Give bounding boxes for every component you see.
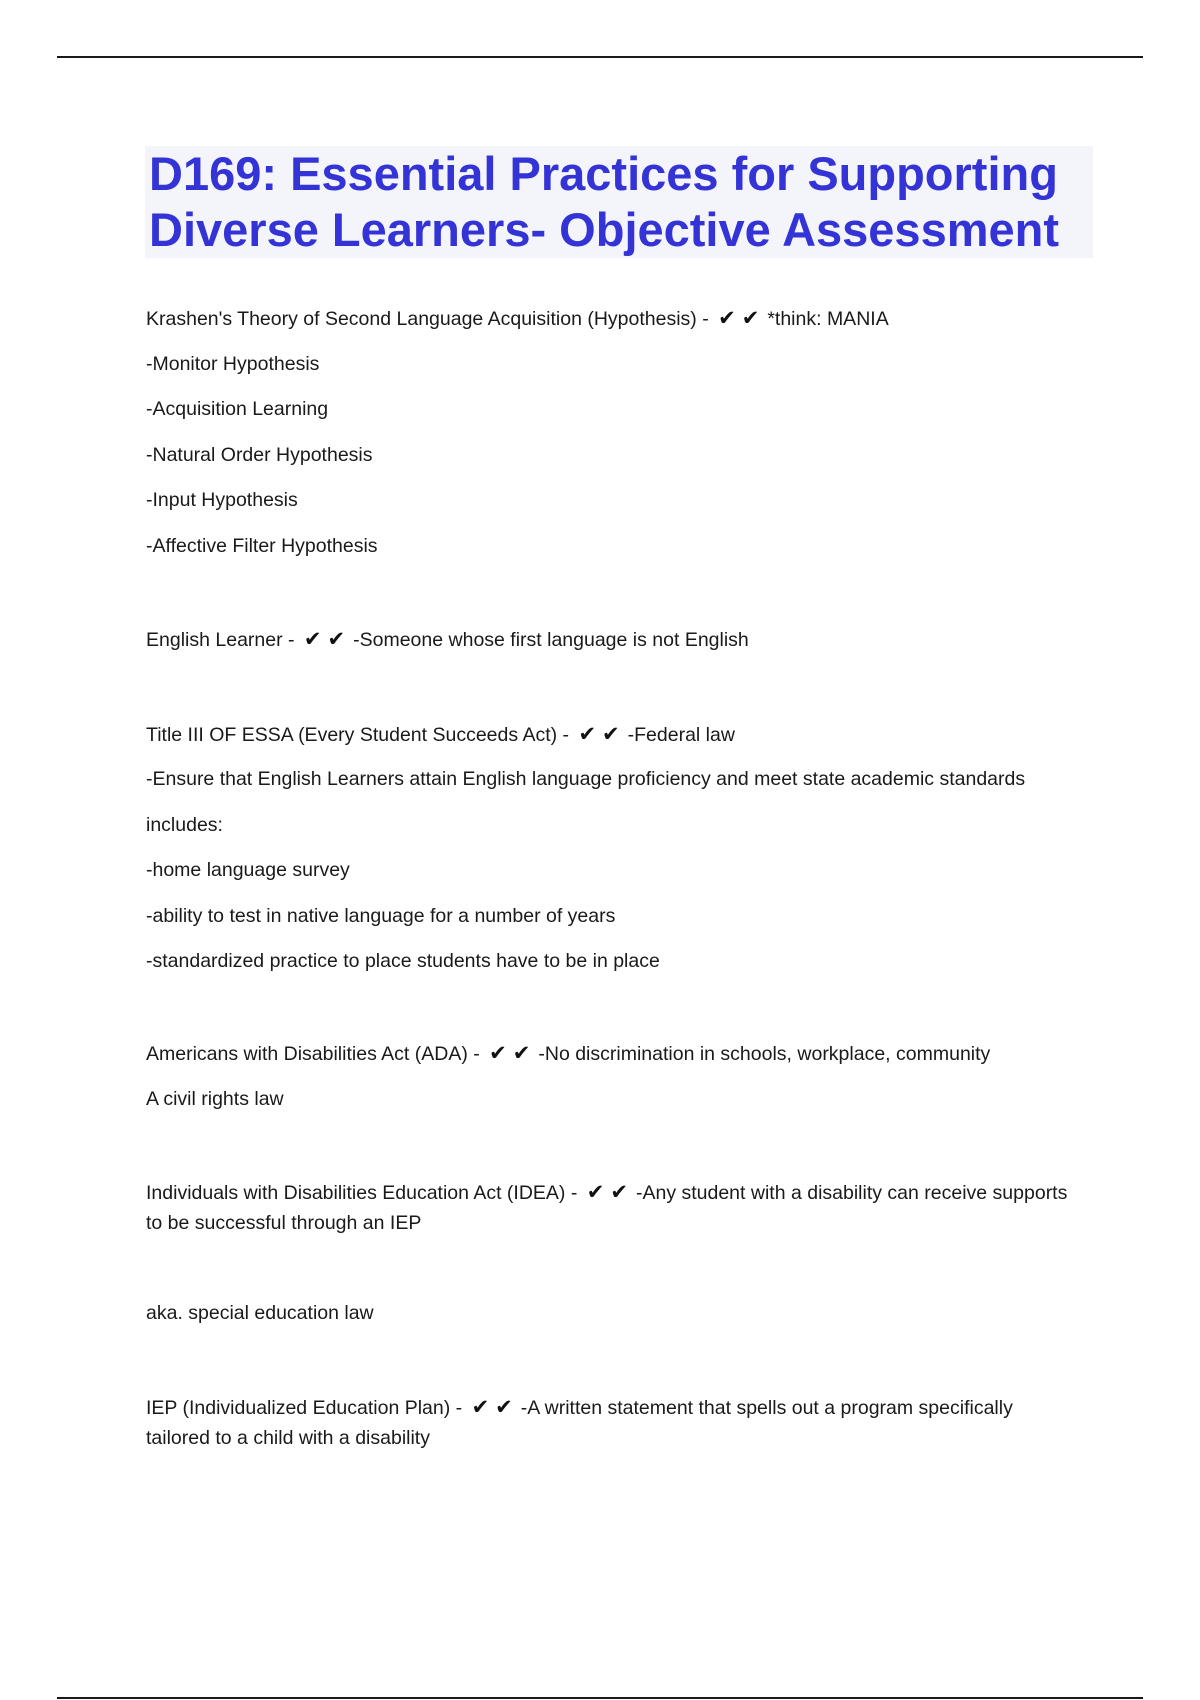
entry-term: Americans with Disabilities Act (ADA) - <box>146 1043 480 1065</box>
entry-term: English Learner - <box>146 629 295 651</box>
list-item: -Input Hypothesis <box>146 489 298 511</box>
entry-idea <box>146 1177 1076 1238</box>
list-item: A civil rights law <box>146 1088 284 1110</box>
list-item: -ability to test in native language for a number of years <box>146 905 616 927</box>
double-check-icon: ✔✔ <box>718 306 766 330</box>
entry-term: Title III OF ESSA (Every Student Succeeds Act) - <box>146 724 570 746</box>
double-check-icon: ✔✔ <box>578 722 626 746</box>
entry-definition: -No discrimination in schools, workplace, community <box>538 1043 991 1065</box>
entry-term: IEP (Individualized Education Plan) - <box>146 1397 463 1419</box>
entry-definition: -Any student with a disability can receive supports to be successful through an IEP <box>146 1182 1068 1234</box>
document-title: D169: Essential Practices for Supporting Diverse Learners- Objective Assessment <box>149 147 1060 256</box>
entry-term: Individuals with Disabilities Education Act (IDEA) - <box>146 1182 578 1204</box>
entry-iep <box>146 1392 1076 1453</box>
list-item: -standardized practice to place students have to be in place <box>146 950 660 972</box>
list-item: -home language survey <box>146 859 350 881</box>
double-check-icon: ✔✔ <box>489 1041 537 1065</box>
list-item: -Ensure that English Learners attain English language proficiency and meet state academic standards <box>146 768 1026 790</box>
list-item: -Acquisition Learning <box>146 398 329 420</box>
entry-note: aka. special education law <box>146 1302 374 1324</box>
list-item: -Natural Order Hypothesis <box>146 444 373 466</box>
entry-term: Krashen's Theory of Second Language Acquisition (Hypothesis) - <box>146 308 709 330</box>
double-check-icon: ✔✔ <box>586 1180 634 1204</box>
double-check-icon: ✔✔ <box>303 627 352 651</box>
footer-rule <box>57 1697 1143 1699</box>
entry-ada <box>146 1041 990 1066</box>
entry-title-iii <box>146 722 735 747</box>
entry-krashen <box>146 306 889 331</box>
list-item: -Monitor Hypothesis <box>146 353 320 375</box>
entry-definition: -Federal law <box>627 724 735 746</box>
header-rule <box>57 56 1143 58</box>
title-highlight <box>145 146 1093 258</box>
entry-definition: *think: MANIA <box>767 308 889 330</box>
list-item: -Affective Filter Hypothesis <box>146 535 378 557</box>
double-check-icon: ✔✔ <box>471 1395 519 1419</box>
list-item: includes: <box>146 814 223 836</box>
entry-definition: -Someone whose first language is not English <box>353 629 749 651</box>
entry-definition: -A written statement that spells out a program specifically tailored to a child with a disability <box>146 1397 1013 1449</box>
entry-english-learner <box>146 627 749 652</box>
